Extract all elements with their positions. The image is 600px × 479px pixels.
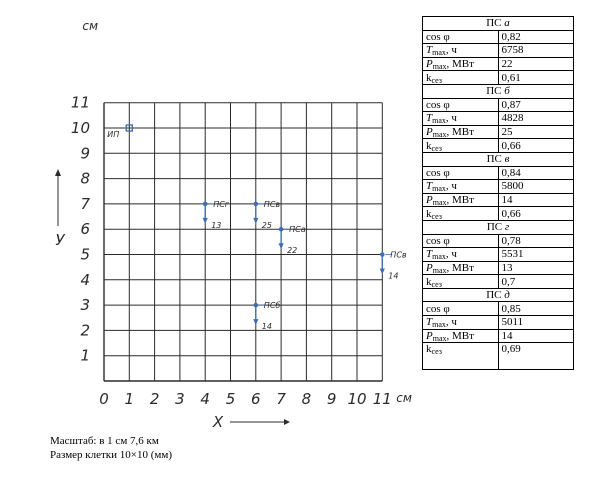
tmax-unit: , ч [445,180,457,193]
pmax-subscript: max [432,130,447,140]
k-subscript: сез [431,211,442,221]
k-label: k [426,71,432,84]
tmax-unit: , ч [445,44,457,57]
pmax-label: P [426,194,433,207]
param-name-cell [423,302,499,316]
cos-phi-label: cos φ [426,30,450,43]
ps-label: ПС [486,17,505,30]
param-name-cell [423,316,499,330]
load-value: 14 [261,322,272,332]
param-name-cell [423,125,499,139]
x-tick-label: 2 [149,390,160,408]
param-name-cell [423,71,499,85]
table-section-header [423,17,574,31]
substation-label: ПСб [263,301,281,311]
ps-letter: б [504,85,510,98]
tmax-subscript: max [432,116,446,126]
k-label: k [426,275,432,288]
tmax-label: T [426,180,433,193]
ps-letter: д [504,289,510,302]
table-section-header [423,220,574,234]
tmax-label: T [426,316,433,329]
substation-point [380,252,385,257]
cos-phi-label: cos φ [426,302,450,315]
load-arrowhead [253,319,258,325]
table-row [423,166,574,180]
y-unit-label: см [82,19,98,33]
substation-point [203,202,208,207]
x-axis-label: X [212,413,224,431]
k-label: k [426,139,432,152]
param-value-cell: 0,7 [498,275,574,289]
k-label: k [426,343,432,356]
load-value: 14 [388,271,399,281]
y-axis-label: У [55,231,65,249]
load-arrowhead [203,218,208,224]
param-name-cell [423,275,499,289]
scale-caption: Масштаб: в 1 см 7,6 км [50,435,159,447]
k-subscript: сез [431,75,442,85]
param-name-cell [423,44,499,58]
param-value-cell: 5011 [498,316,574,330]
param-value-cell: 0,66 [498,207,574,221]
table-section-header [423,84,574,98]
y-tick-label: 2 [80,321,90,340]
tmax-subscript: max [432,252,446,262]
table-row [423,125,574,139]
param-value-cell: 0,82 [498,30,574,44]
substation-point [254,202,259,207]
pmax-label: P [426,58,433,71]
y-tick-label: 1 [80,346,90,365]
caption [50,434,172,462]
param-name-cell [423,234,499,248]
pmax-label: P [426,329,433,342]
param-name-cell [423,30,499,44]
ps-letter: в [504,153,510,166]
substation-parameters-table [422,16,574,370]
x-tick-label: 3 [175,390,185,408]
load-arrowhead [380,269,385,275]
pmax-unit: , МВт [446,126,474,139]
ps-letter: а [504,17,510,30]
x-tick-label: 11 [372,390,392,408]
x-unit-label: см [396,391,412,405]
table-row [423,57,574,71]
param-name-cell [423,180,499,194]
load-arrowhead [253,218,258,224]
param-value-cell: 0,69 [498,343,574,370]
param-name-cell [423,248,499,262]
ps-label: ПС [486,221,505,234]
x-tick-label: 10 [347,390,367,408]
substation-point [254,303,259,308]
table-row [423,248,574,262]
x-tick-label: 1 [124,390,135,408]
pmax-subscript: max [432,265,447,275]
load-value: 22 [287,246,298,256]
table-row [423,302,574,316]
tmax-unit: , ч [445,112,457,125]
param-name-cell [423,166,499,180]
param-value-cell: 5531 [498,248,574,262]
k-subscript: сез [431,279,442,289]
y-tick-label: 5 [80,245,90,264]
cos-phi-label: cos φ [426,166,450,179]
ps-label: ПС [486,85,505,98]
table-row [423,71,574,85]
load-value: 13 [211,220,222,230]
substation-label: ПСг [213,199,230,209]
tmax-subscript: max [432,320,446,330]
cos-phi-label: cos φ [426,234,450,247]
k-label: k [426,207,432,220]
table-row [423,30,574,44]
table-section-header-row [423,220,574,234]
x-tick-label: 9 [326,390,337,408]
table-row [423,112,574,126]
ps-label: ПС [486,289,505,302]
param-value-cell: 0,85 [498,302,574,316]
param-value-cell: 0,84 [498,166,574,180]
table-section-header [423,288,574,302]
param-value-cell: 0,87 [498,98,574,112]
load-arrowhead [279,243,284,249]
x-tick-label: 8 [301,390,312,408]
table-row [423,139,574,153]
param-value-cell: 5800 [498,180,574,194]
param-value-cell: 14 [498,329,574,343]
tmax-label: T [426,112,433,125]
table-section-header-row [423,17,574,31]
y-tick-label: 4 [80,270,90,289]
x-axis-arrowhead [284,419,290,425]
tmax-label: T [426,44,433,57]
table-row [423,261,574,275]
pmax-unit: , МВт [446,329,474,342]
param-name-cell [423,329,499,343]
table-section-header [423,152,574,166]
table-section-header-row [423,288,574,302]
grid [104,103,382,381]
x-tick-label: 6 [251,390,261,408]
source-label: ИП [107,130,120,139]
param-name-cell [423,193,499,207]
table-row [423,193,574,207]
table-section-header-row [423,152,574,166]
pmax-label: P [426,126,433,139]
substation-label: ПСа [289,225,306,235]
k-subscript: сез [431,347,442,357]
tmax-unit: , ч [445,316,457,329]
pmax-unit: , МВт [446,58,474,71]
param-name-cell [423,98,499,112]
param-name-cell [423,261,499,275]
param-value-cell: 0,66 [498,139,574,153]
substation-label: ПСв [390,250,407,260]
param-name-cell [423,139,499,153]
ps-letter: г [504,221,510,234]
table-row [423,343,574,370]
x-tick-label: 7 [276,390,286,408]
tmax-unit: , ч [445,248,457,261]
param-value-cell: 13 [498,261,574,275]
table-row [423,329,574,343]
pmax-label: P [426,261,433,274]
tmax-label: T [426,248,433,261]
param-value-cell: 22 [498,57,574,71]
y-tick-label: 10 [70,119,90,137]
y-tick-label: 9 [80,144,90,163]
x-tick-label: 5 [225,390,236,408]
cell-size-caption: Размер клетки 10×10 (мм) [50,449,172,461]
table-row [423,316,574,330]
substation-label: ПСв [263,199,281,209]
x-tick-label: 0 [99,390,109,408]
x-tick-label: 4 [200,390,210,408]
param-name-cell [423,57,499,71]
y-tick-label: 8 [80,169,90,188]
table-row [423,207,574,221]
param-name-cell [423,112,499,126]
substation-point [279,227,284,232]
y-tick-label: 7 [80,194,90,213]
ps-label: ПС [486,153,505,166]
y-axis-arrowhead [55,169,61,176]
param-value-cell: 14 [498,193,574,207]
param-value-cell: 0,78 [498,234,574,248]
pmax-subscript: max [432,333,447,343]
pmax-subscript: max [432,198,447,208]
table-row [423,98,574,112]
k-subscript: сез [431,143,442,153]
pmax-unit: , МВт [446,194,474,207]
y-tick-label: 6 [80,220,90,239]
table-row [423,44,574,58]
param-name-cell [423,343,499,370]
param-value-cell: 6758 [498,44,574,58]
load-value: 25 [261,220,272,230]
table-section-header-row [423,84,574,98]
param-value-cell: 4828 [498,112,574,126]
pmax-subscript: max [432,62,447,72]
table-row [423,180,574,194]
tmax-subscript: max [432,184,446,194]
pmax-unit: , МВт [446,261,474,274]
y-tick-label: 3 [80,296,90,315]
param-value-cell: 25 [498,125,574,139]
table-row [423,275,574,289]
param-name-cell [423,207,499,221]
y-tick-label: 11 [70,93,90,112]
table-row [423,234,574,248]
tmax-subscript: max [432,48,446,58]
param-value-cell: 0,61 [498,71,574,85]
cos-phi-label: cos φ [426,98,450,111]
